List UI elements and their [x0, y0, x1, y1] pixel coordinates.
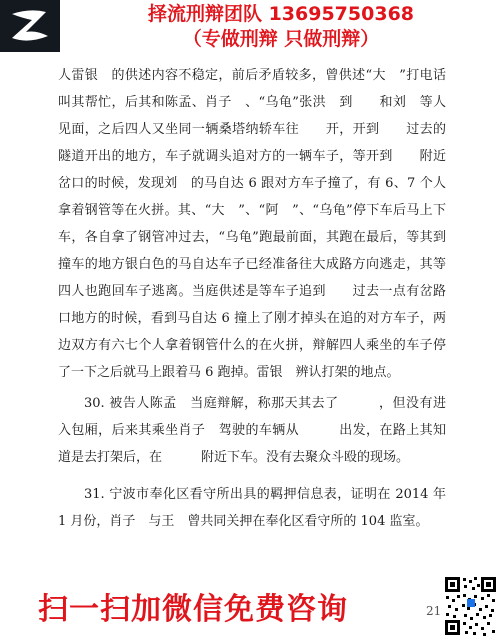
brand-logo	[0, 0, 60, 52]
paragraph-30: 30. 被告人陈孟 当庭辩解，称那天其去了 ，但没有进入包厢，后来其乘坐肖子 驾驶的车辆从 出发，在路上其知道是去打架后，在 附近下车。没有去聚众斗殴的现场。	[58, 396, 446, 465]
document-body	[58, 62, 446, 535]
paragraph-29: 人雷银 的供述内容不稳定，前后矛盾较多，曾供述“大 ”打电话叫其帮忙，后其和陈孟、肖子 、“乌龟”张洪 到 和刘 等人见面，之后四人又坐同一辆桑塔纳轿车往 开，开到 过去的隧道开出的地方，车子就调头追对方的一辆车子，等开到 附近岔口的时候，发现刘 的马自达 6 跟对方车子撞了，有 6、7 个人拿着钢管等在火拼。其、“大 ”、“阿 ”、“乌龟”停下车后马上下车，各自拿了钢管冲过去，“乌龟”跑最前面，其跑在最后，等其到撞车的地方银白色的马自达车子已经准备往大成路方向逃走，其等四人也跑回车子逃离。当庭供述是等车子追到 过去一点有岔路口地方的时候，看到马自达 6 撞上了刚才掉头在追的对方车子，两边双方有六七个人拿着钢管什么的在火拼，辩解四人乘坐的车子停了一下之后就马上跟着马 6 跑掉。雷银 辨认打架的地点。	[58, 68, 446, 380]
paragraph-31: 31. 宁波市奉化区看守所出具的羁押信息表，证明在 2014 年 1 月份，肖子 与王 曾共同关押在奉化区看守所的 104 监室。	[58, 487, 446, 529]
header-banner	[62, 2, 500, 52]
qr-code-icon[interactable]	[443, 575, 498, 637]
wechat-consult-cta: 扫一扫加微信免费咨询	[38, 592, 348, 627]
banner-subtitle: （专做刑辩 只做刑辩）	[182, 28, 380, 50]
qr-code-graphic	[443, 575, 498, 637]
page-number: 21	[426, 604, 442, 618]
z-swoosh-logo-icon	[6, 6, 54, 46]
banner-title: 择流刑辩团队 13695750368	[147, 3, 415, 25]
